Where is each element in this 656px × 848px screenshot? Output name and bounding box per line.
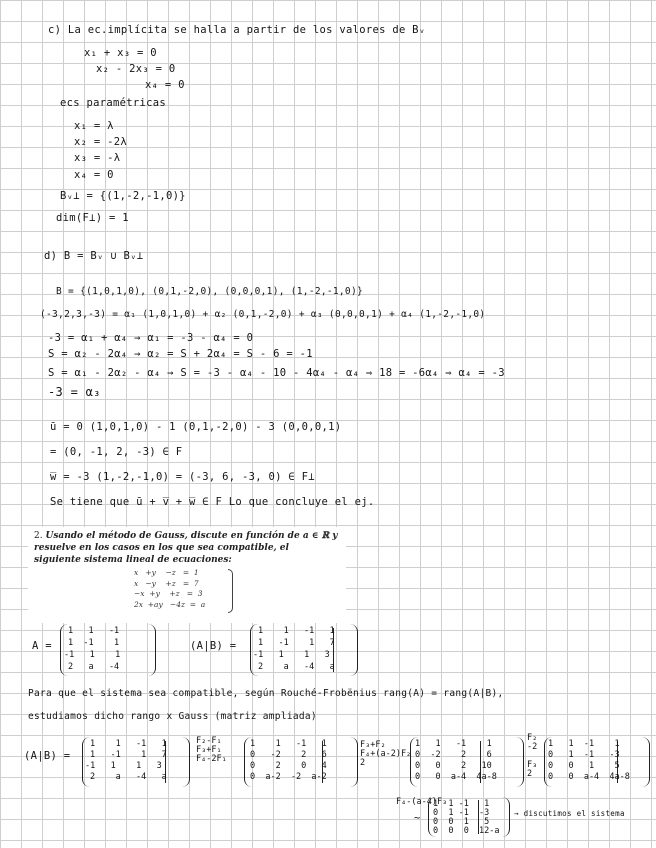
section-d-conclusion: Se tiene que ū + v̅ + w̅ ∈ F Lo que concluye el ej. — [50, 496, 375, 508]
section-d-vector-u: ū = 0 (1,0,1,0) - 1 (0,1,-2,0) - 3 (0,0,0,1) — [50, 421, 342, 433]
step2-row-1: 1 1 -1 1 — [250, 739, 327, 749]
problem-number: 2. — [34, 531, 43, 541]
matrix-ab-row-4: 2 a -4 a — [258, 662, 335, 672]
equation-system — [134, 568, 205, 610]
matrix-a-row-3: -1 1 1 — [64, 650, 121, 660]
step2-row-2: 0 -2 2 6 — [250, 750, 327, 760]
parametric-eq-3: x₃ = -λ — [74, 152, 121, 164]
matrix-a-row-1: 1 1 -1 — [68, 626, 120, 636]
step1-row-2: 1 -1 1 7 — [90, 750, 167, 760]
section-d-linear-combination: (-3,2,3,-3) = α₁ (1,0,1,0) + α₂ (0,1,-2,0) + α₃ (0,0,0,1) + α₄ (1,-2,-1,0) — [40, 309, 486, 320]
step4-row-3: 0 0 1 5 — [548, 761, 620, 771]
step4-row-1: 1 1 -1 1 — [548, 739, 620, 749]
system-eq-1: x +y −z = 1 — [134, 568, 199, 577]
step3-row-3: 0 0 2 10 — [415, 761, 492, 771]
matrix-a-label: A = — [32, 640, 52, 652]
system-eq-2: x −y +z = 7 — [134, 578, 199, 588]
step5-row-4: 0 0 0 12-a — [433, 826, 500, 836]
row-ops-4: F₄-(a-4)F₃ — [396, 797, 448, 807]
equivalence-tilde: ~ — [414, 812, 421, 824]
section-d-alpha3: -3 = α₃ — [48, 385, 101, 399]
gauss-study-text: estudiamos dicho rango x Gauss (matriz ampliada) — [28, 711, 317, 722]
matrix-ab-label: (A|B) = — [190, 640, 237, 652]
section-d-alpha2: S = α₂ - 2α₄ → α₂ = S + 2α₄ = S - 6 = -1 — [48, 348, 313, 360]
step3-row-4: 0 0 a-4 4a-8 — [415, 772, 497, 782]
section-d-alpha1: -3 = α₁ + α₄ → α₁ = -3 - α₄ = 0 — [48, 332, 254, 344]
section-d-basis-set: B = {(1,0,1,0), (0,1,-2,0), (0,0,0,1), (1,-2,-1,0)} — [56, 286, 363, 297]
step3-row-1: 1 1 -1 1 — [415, 739, 492, 749]
system-brace — [228, 569, 233, 613]
step2-row-3: 0 2 0 4 — [250, 761, 327, 771]
step4-row-4: 0 0 a-4 4a-8 — [548, 772, 630, 782]
step5-row-3: 0 0 1 5 — [433, 817, 490, 827]
step1-row-3: -1 1 1 3 — [85, 761, 162, 771]
row-ops-1: F₂-F₁ F₃+F₁ F₄-2F₁ — [196, 736, 227, 764]
problem-statement — [34, 530, 338, 566]
step1-row-1: 1 1 -1 1 — [90, 739, 167, 749]
implicit-eq-2: x₂ - 2x₃ = 0 — [96, 63, 176, 75]
row-ops-2: F₃+F₂ F₄+(a-2)F₂ 2 — [360, 740, 412, 768]
section-d-vector-u-result: = (0, -1, 2, -3) ∈ F — [50, 446, 183, 458]
problem-text: Usando el método de Gauss, discute en función de a ∈ ℝ y resuelve en los casos en los que sea compatible, el siguiente sistema lineal de ecuaciones: — [34, 531, 338, 565]
matrix-ab2-label: (A|B) = — [24, 750, 71, 762]
row-ops-3: F₂ -2 F₃ 2 — [527, 733, 538, 779]
parametric-title: ecs paramétricas — [60, 97, 166, 109]
section-d-alpha4: S = α₁ - 2α₂ - α₄ → S = -3 - α₄ - 10 - 4α₄ - α₄ ⇒ 18 = -6α₄ ⇒ α₄ = -3 — [48, 367, 505, 379]
section-c-heading: c) La ec.implícita se halla a partir de los valores de Bᵥ — [48, 24, 426, 36]
matrix-a-row-2: 1 -1 1 — [68, 638, 120, 648]
section-d-basis-union: d) B = Bᵥ ∪ Bᵥ⊥ — [44, 250, 144, 262]
step3-row-2: 0 -2 2 6 — [415, 750, 492, 760]
matrix-a-row-4: 2 a -4 — [68, 662, 120, 672]
matrix-ab-row-3: -1 1 1 3 — [253, 650, 330, 660]
rouche-frobenius-text: Para que el sistema sea compatible, según Rouché-Frobënius rang(A) = rang(A|B), — [28, 688, 504, 699]
orthogonal-basis: Bᵥ⊥ = {(1,-2,-1,0)} — [60, 190, 186, 202]
step2-row-4: 0 a-2 -2 a-2 — [250, 772, 327, 782]
matrix-ab-row-1: 1 1 -1 1 — [258, 626, 335, 636]
discuss-system-note: → discutimos el sistema — [514, 809, 625, 818]
step5-row-1: 1 1 -1 1 — [433, 799, 490, 809]
section-d-vector-w: w̅ = -3 (1,-2,-1,0) = (-3, 6, -3, 0) ∈ F⊥ — [50, 471, 315, 483]
implicit-eq-1: x₁ + x₃ = 0 — [84, 47, 157, 59]
step4-row-2: 0 1 -1 -3 — [548, 750, 620, 760]
system-eq-3: −x +y +z = 3 — [134, 589, 203, 598]
parametric-eq-1: x₁ = λ — [74, 120, 114, 132]
step1-row-4: 2 a -4 a — [90, 772, 167, 782]
step5-row-2: 0 1 -1 -3 — [433, 808, 490, 818]
matrix-ab-row-2: 1 -1 1 7 — [258, 638, 335, 648]
parametric-eq-2: x₂ = -2λ — [74, 136, 127, 148]
orthogonal-dimension: dim(F⊥) = 1 — [56, 212, 129, 224]
implicit-eq-3: x₄ = 0 — [145, 79, 185, 91]
system-eq-4: 2x +ay −4z = a — [134, 599, 206, 609]
parametric-eq-4: x₄ = 0 — [74, 169, 114, 181]
